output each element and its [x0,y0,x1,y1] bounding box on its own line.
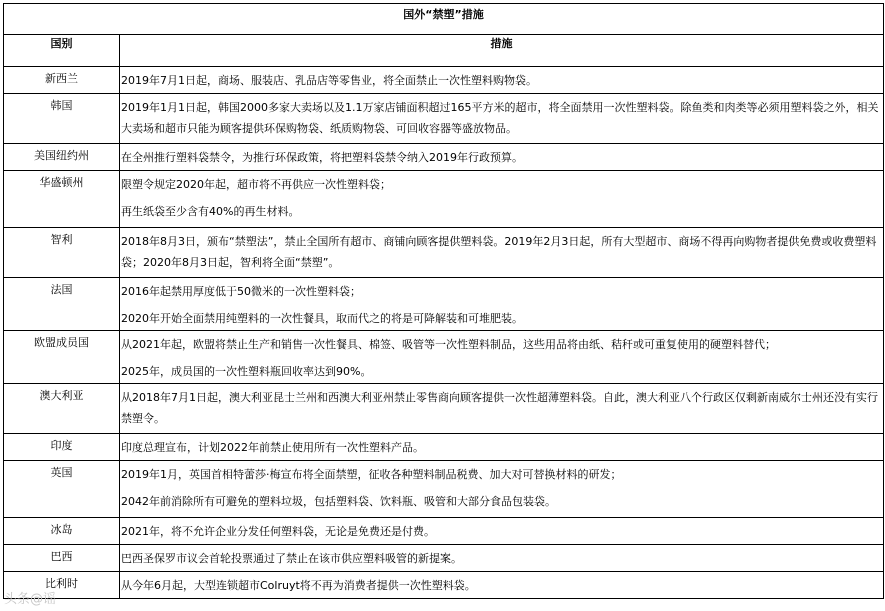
country-cell: 智利 [4,228,120,278]
table-row [4,461,884,518]
measure-text: 从2018年7月1日起，澳大利亚昆士兰州和西澳大利亚州禁止零售商向顾客提供一次性超薄塑料袋。自此，澳大利亚八个行政区仅剩新南威尔士州还没有实行禁塑令。 [121,391,878,425]
country-cell: 美国纽约州 [4,144,120,171]
country-cell: 巴西 [4,545,120,572]
measure-text: 巴西圣保罗市议会首轮投票通过了禁止在该市供应塑料吸管的新提案。 [121,552,462,565]
country-cell: 冰岛 [4,518,120,545]
table-row [4,434,884,461]
measure-cell [120,278,884,331]
country-cell: 新西兰 [4,67,120,94]
measure-text: 2042年前消除所有可避免的塑料垃圾，包括塑料袋、饮料瓶、吸管和大部分食品包装袋。 [121,495,556,508]
measure-text: 印度总理宣布，计划2022年前禁止使用所有一次性塑料产品。 [121,441,424,454]
country-cell: 英国 [4,461,120,518]
table-row [4,171,884,228]
table-row [4,228,884,278]
measure-text: 再生纸袋至少含有40%的再生材料。 [121,205,300,218]
measure-text: 在全州推行塑料袋禁令，为推行环保政策，将把塑料袋禁令纳入2019年行政预算。 [121,151,523,164]
measure-text: 2025年，成员国的一次性塑料瓶回收率达到90%。 [121,365,372,378]
measure-text: 2019年1月1日起，韩国2000多家大卖场以及1.1万家店铺面积超过165平方米的超市，将全面禁用一次性塑料袋。除鱼类和肉类等必须用塑料袋之外，相关大卖场和超市只能为顾客提供环保购物袋、纸质购物袋、可回收容器等盛放物品。 [121,101,879,135]
table-title: 国外“禁塑”措施 [4,4,884,35]
table-row [4,545,884,572]
table-body [4,67,884,599]
table-row [4,384,884,434]
country-cell: 印度 [4,434,120,461]
table-row [4,572,884,599]
measure-text: 从今年6月起，大型连锁超市Colruyt将不再为消费者提供一次性塑料袋。 [121,579,476,592]
watermark: 头条@谣 [4,592,57,607]
measure-cell [120,331,884,384]
measure-cell [120,67,884,94]
table-row [4,144,884,171]
measure-text: 2020年开始全面禁用纯塑料的一次性餐具，取而代之的将是可降解装和可堆肥装。 [121,312,523,325]
column-header-country: 国别 [4,35,120,67]
country-cell: 法国 [4,278,120,331]
column-header-measure: 措施 [120,35,884,67]
country-cell: 澳大利亚 [4,384,120,434]
measure-cell [120,518,884,545]
measure-text: 2016年起禁用厚度低于50微米的一次性塑料袋； [121,285,361,298]
measure-cell [120,545,884,572]
measure-cell [120,384,884,434]
measure-cell [120,572,884,599]
table-row [4,518,884,545]
measure-cell [120,171,884,228]
country-cell: 华盛顿州 [4,171,120,228]
measure-cell [120,144,884,171]
country-cell: 比利时 [4,572,120,599]
measure-text: 2021年，将不允许企业分发任何塑料袋，无论是免费还是付费。 [121,525,435,538]
measure-cell [120,94,884,144]
table-row [4,67,884,94]
plastic-ban-table [3,3,884,599]
table-row [4,278,884,331]
table-row [4,94,884,144]
country-cell: 韩国 [4,94,120,144]
table-row [4,331,884,384]
measure-cell [120,434,884,461]
measure-text: 2019年7月1日起，商场、服装店、乳品店等零售业，将全面禁止一次性塑料购物袋。 [121,74,537,87]
country-cell: 欧盟成员国 [4,331,120,384]
measure-text: 2018年8月3日，颁布“禁塑法”，禁止全国所有超市、商铺向顾客提供塑料袋。2019年2月3日起，所有大型超市、商场不得再向购物者提供免费或收费塑料袋；2020年8月3日起，智利将全面“禁塑”。 [121,235,877,269]
measure-text: 从2021年起，欧盟将禁止生产和销售一次性餐具、棉签、吸管等一次性塑料制品，这些用品将由纸、秸秆或可重复使用的硬塑料替代； [121,338,776,351]
measure-cell [120,461,884,518]
measure-text: 2019年1月，英国首相特蕾莎·梅宣布将全面禁塑，征收各种塑料制品税费、加大对可替换材料的研发； [121,468,622,481]
measure-cell [120,228,884,278]
measure-text: 限塑令规定2020年起，超市将不再供应一次性塑料袋； [121,178,391,191]
